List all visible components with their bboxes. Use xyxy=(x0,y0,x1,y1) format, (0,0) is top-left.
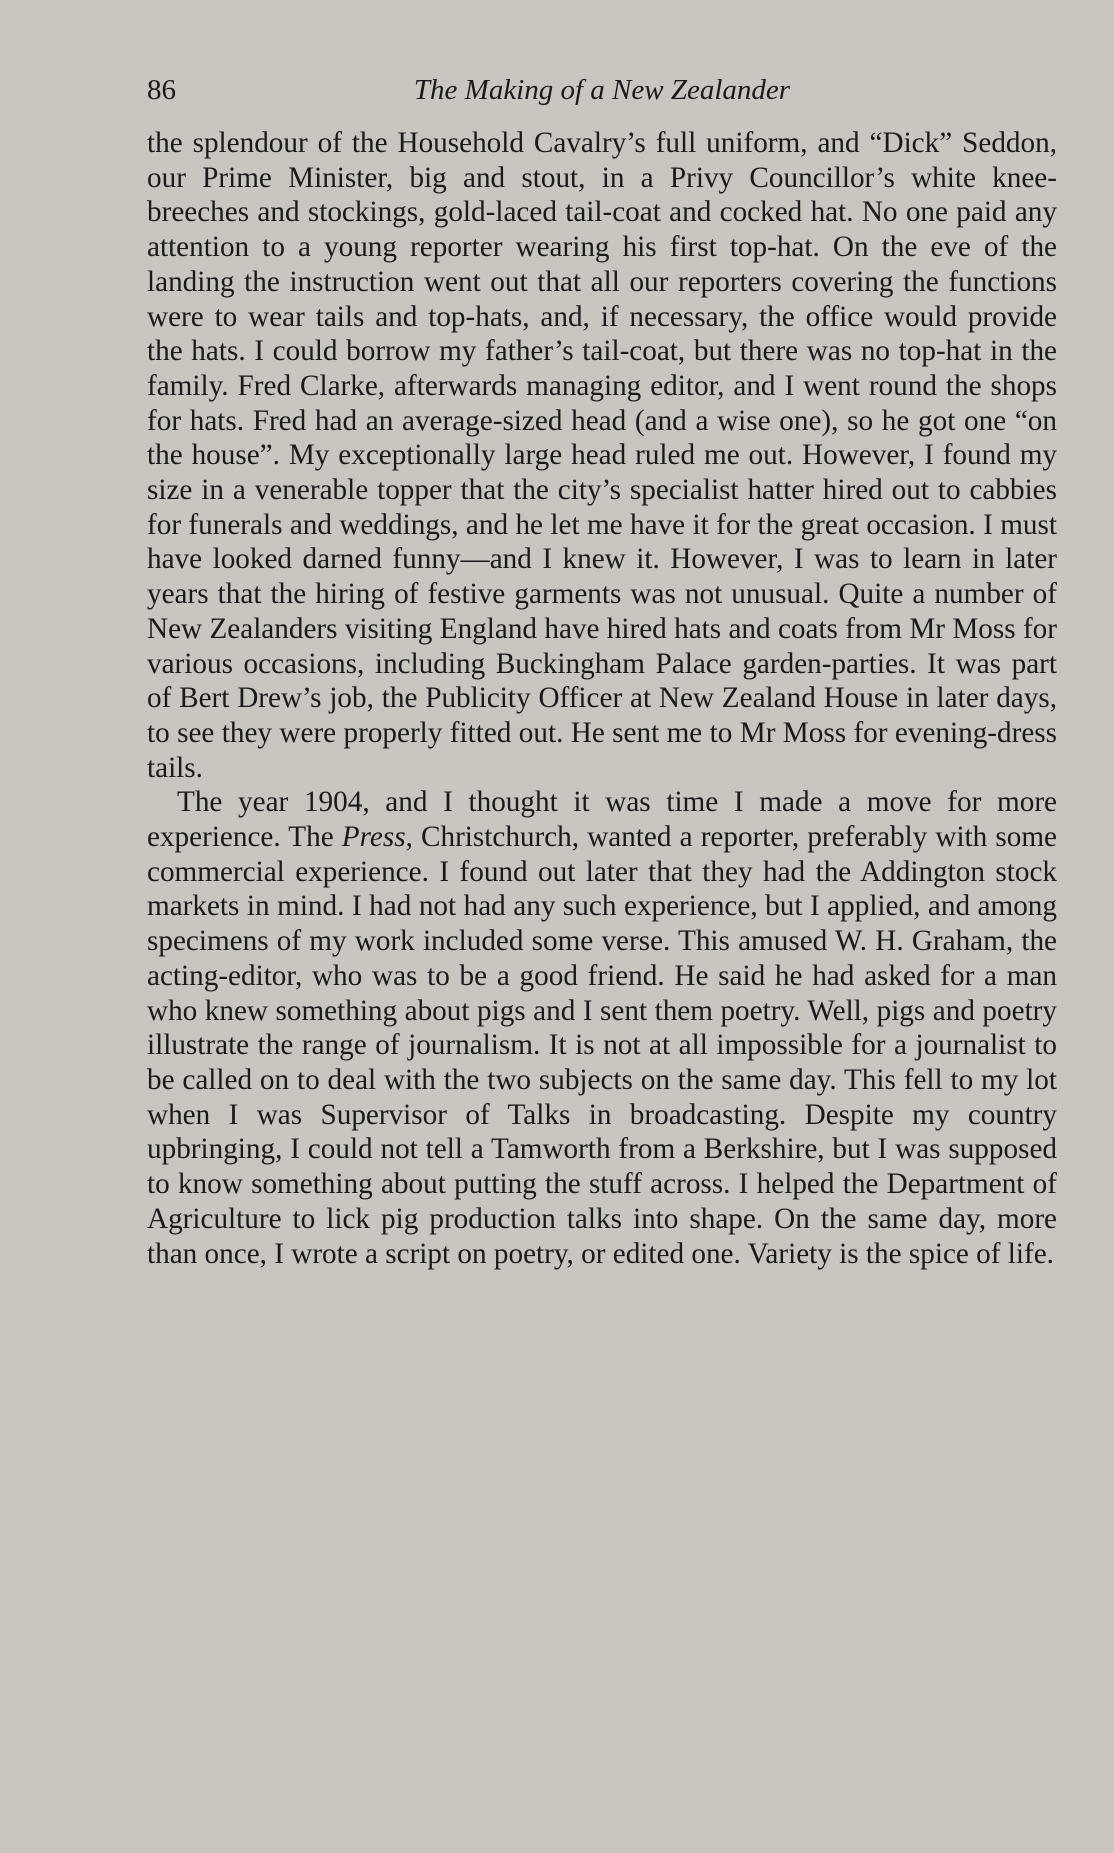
newspaper-title: Press xyxy=(341,821,406,854)
paragraph-text: , Christchurch, wanted a reporter, preferably with some commercial experience. I found out later that they had the Addington stock markets in mind. I had not had any such experience, but I applied, and among specimens of my work included some verse. This amused W. H. Graham, the acting-editor, who was to be a good friend. He said he had asked for a man who knew something about pigs and I sent them poetry. Well, pigs and poetry illustrate the range of journalism. It is not at all impossible for a journalist to be called on to deal with the two subjects on the same day. This fell to my lot when I was Supervisor of Talks in broadcasting. Despite my country upbringing, I could not tell a Tamworth from a Berkshire, but I was supposed to know something about putting the stuff across. I helped the Department of Agriculture to lick pig production talks into shape. On the same day, more than once, I wrote a script on poetry, or edited one. Variety is the spice of life. xyxy=(147,821,1057,1270)
paragraph-text: The year 1904, and I thought it was time I made a move for more experience. The xyxy=(147,786,1057,854)
paragraph-text: the splendour of the Household Cavalry’s full uniform, and “Dick” Seddon, our Prime Minister, big and stout, in a Privy Councillor’s white knee-breeches and stockings, gold-laced tail-coat and cocked hat. No one paid any attention to a young reporter wearing his first top-hat. On the eve of the landing the instruction went out that all our reporters covering the functions were to wear tails and top-hats, and, if necessary, the office would provide the hats. I could borrow my father’s tail-coat, but there was no top-hat in the family. Fred Clarke, afterwards managing editor, and I went round the shops for hats. Fred had an average-sized head (and a wise one), so he got one “on the house”. My exceptionally large head ruled me out. However, I found my size in a venerable topper that the city’s specialist hatter hired out to cabbies for funerals and weddings, and he let me have it for the great occasion. I must have looked darned funny—and I knew it. However, I was to learn in later years that the hiring of festive garments was not unusual. Quite a number of New Zealanders visiting England have hired hats and coats from Mr Moss for various occasions, including Buckingham Palace garden-parties. It was part of Bert Drew’s job, the Publicity Officer at New Zealand House in later days, to see they were properly fitted out. He sent me to Mr Moss for evening-dress tails. xyxy=(147,127,1057,784)
paragraph xyxy=(147,785,1057,1271)
page-header xyxy=(147,74,1057,116)
running-title: The Making of a New Zealander xyxy=(413,74,791,106)
page-number: 86 xyxy=(147,74,176,106)
paragraph xyxy=(147,126,1057,785)
body-text xyxy=(147,126,1057,1271)
